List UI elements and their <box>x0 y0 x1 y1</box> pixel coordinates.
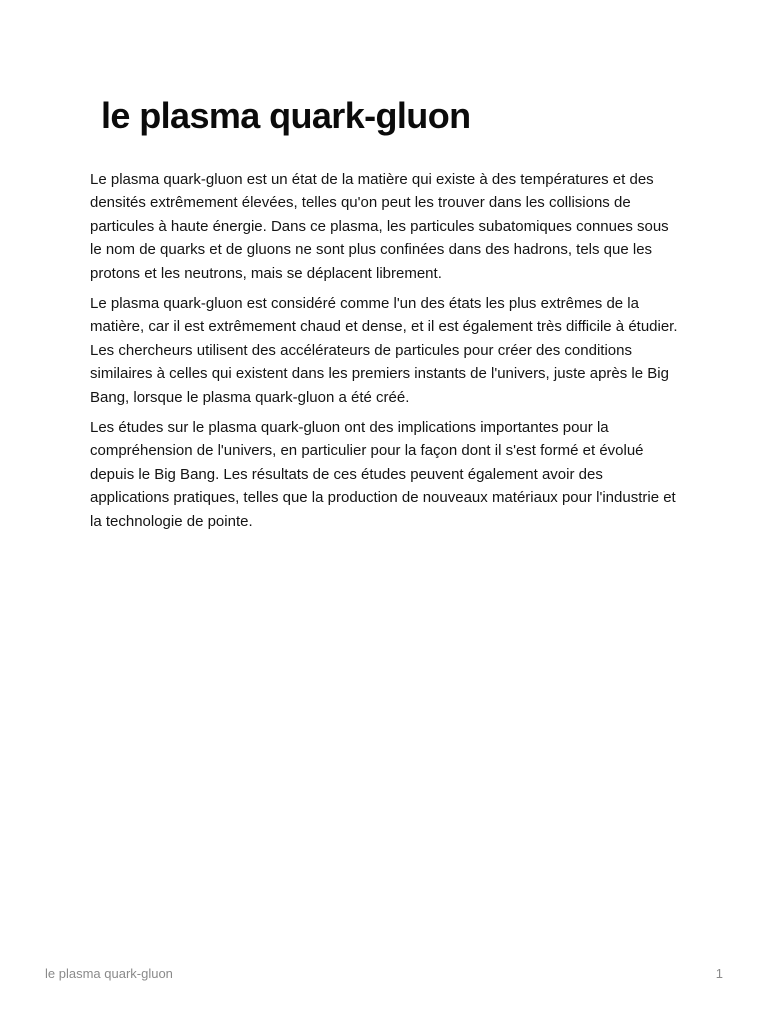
paragraph-2: Le plasma quark-gluon est considéré comme l'un des états les plus extrêmes de la matière, car il est extrêmement chaud et dense, et il est également très difficile à étudier. Les chercheurs utilisent des accélérateurs de particules pour créer des conditions similaires à celles qui existent dans les premiers instants de l'univers, juste après le Big Bang, lorsque le plasma quark-gluon a été créé. <box>90 295 678 406</box>
document-body <box>90 168 680 540</box>
paragraph-3: Les études sur le plasma quark-gluon ont des implications importantes pour la compréhension de l'univers, en particulier pour la façon dont il s'est formé et évolué depuis le Big Bang. Les résultats de ces études peuvent également avoir des applications pratiques, telles que la production de nouveaux matériaux pour l'industrie et la technologie de pointe. <box>90 419 676 530</box>
page-title: le plasma quark-gluon <box>101 95 471 136</box>
page-number: 1 <box>715 966 723 981</box>
paragraph-1: Le plasma quark-gluon est un état de la matière qui existe à des températures et des densités extrêmement élevées, telles qu'on peut les trouver dans les collisions de particules à haute énergie. Dans ce plasma, les particules subatomiques connues sous le nom de quarks et de gluons ne sont plus confinées dans des hadrons, tels que les protons et les neutrons, mais se déplacent librement. <box>90 171 669 282</box>
footer-title: le plasma quark-gluon <box>45 966 173 981</box>
